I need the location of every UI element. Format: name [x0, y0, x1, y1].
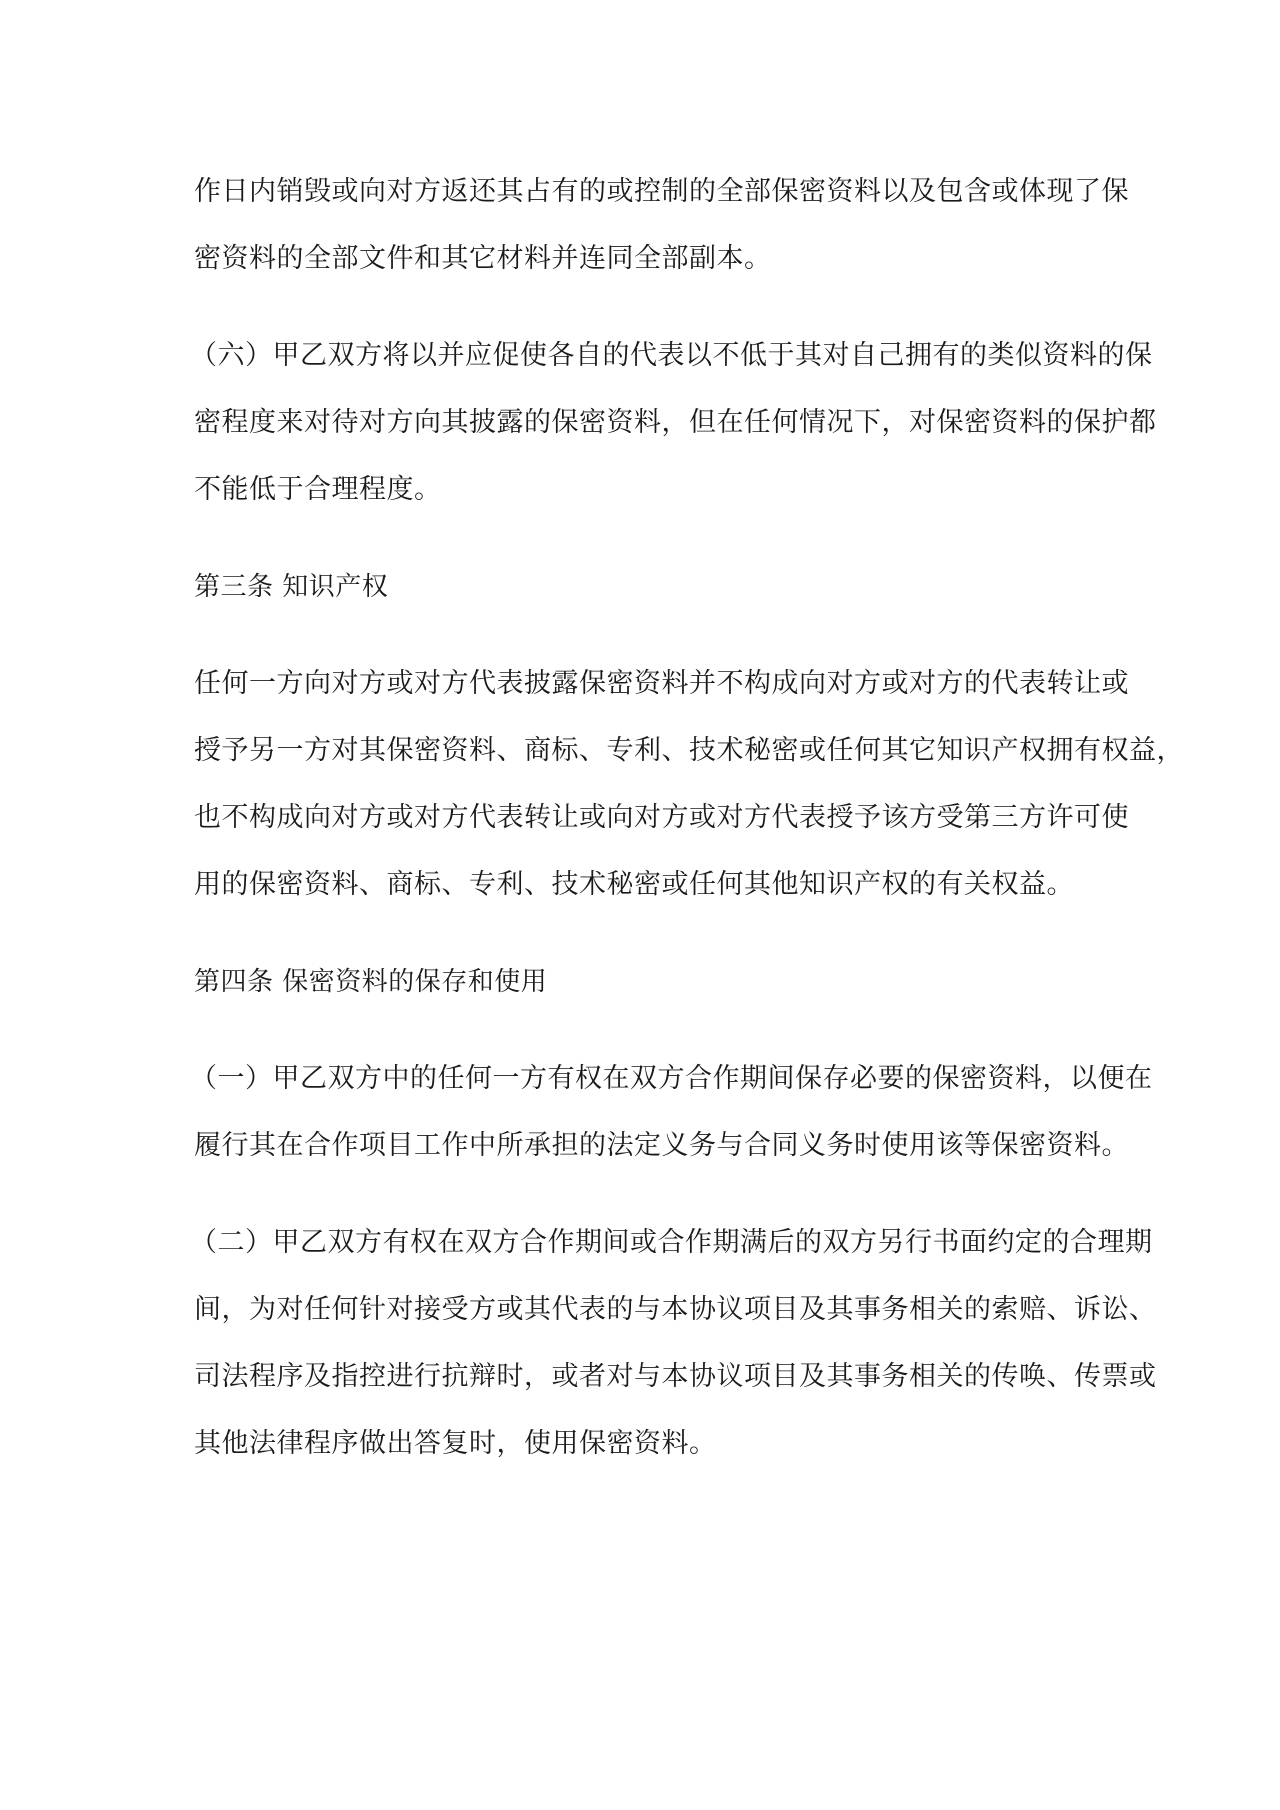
paragraph-line: 履行其在合作项目工作中所承担的法定义务与合同义务时使用该等保密资料。: [194, 1130, 1129, 1161]
paragraph-line: 间，为对任何针对接受方或其代表的与本协议项目及其事务相关的索赔、诉讼、: [194, 1294, 1157, 1325]
paragraph-line: （一）甲乙双方中的任何一方有权在双方合作期间保存必要的保密资料，以便在: [190, 1063, 1153, 1094]
paragraph-line: 密资料的全部文件和其它材料并连同全部副本。: [194, 243, 772, 274]
paragraph-line: 作日内销毁或向对方返还其占有的或控制的全部保密资料以及包含或体现了保: [194, 176, 1129, 207]
paragraph-line: 用的保密资料、商标、专利、技术秘密或任何其他知识产权的有关权益。: [194, 869, 1074, 900]
paragraph-line: （二）甲乙双方有权在双方合作期间或合作期满后的双方另行书面约定的合理期: [190, 1227, 1153, 1258]
paragraph-line: 授予另一方对其保密资料、商标、专利、技术秘密或任何其它知识产权拥有权益，: [194, 735, 1184, 766]
paragraph-line: 其他法律程序做出答复时，使用保密资料。: [194, 1428, 717, 1459]
paragraph-line: 不能低于合理程度。: [194, 474, 442, 505]
section-heading-4: 第四条 保密资料的保存和使用: [194, 967, 548, 997]
paragraph-line: 司法程序及指控进行抗辩时，或者对与本协议项目及其事务相关的传唤、传票或: [194, 1361, 1157, 1392]
paragraph-line: 任何一方向对方或对方代表披露保密资料并不构成向对方或对方的代表转让或: [194, 668, 1129, 699]
paragraph-line: （六）甲乙双方将以并应促使各自的代表以不低于其对自己拥有的类似资料的保: [190, 340, 1153, 371]
paragraph-line: 也不构成向对方或对方代表转让或向对方或对方代表授予该方受第三方许可使: [194, 802, 1129, 833]
paragraph-line: 密程度来对待对方向其披露的保密资料，但在任何情况下，对保密资料的保护都: [194, 407, 1157, 438]
section-heading-3: 第三条 知识产权: [194, 572, 389, 602]
